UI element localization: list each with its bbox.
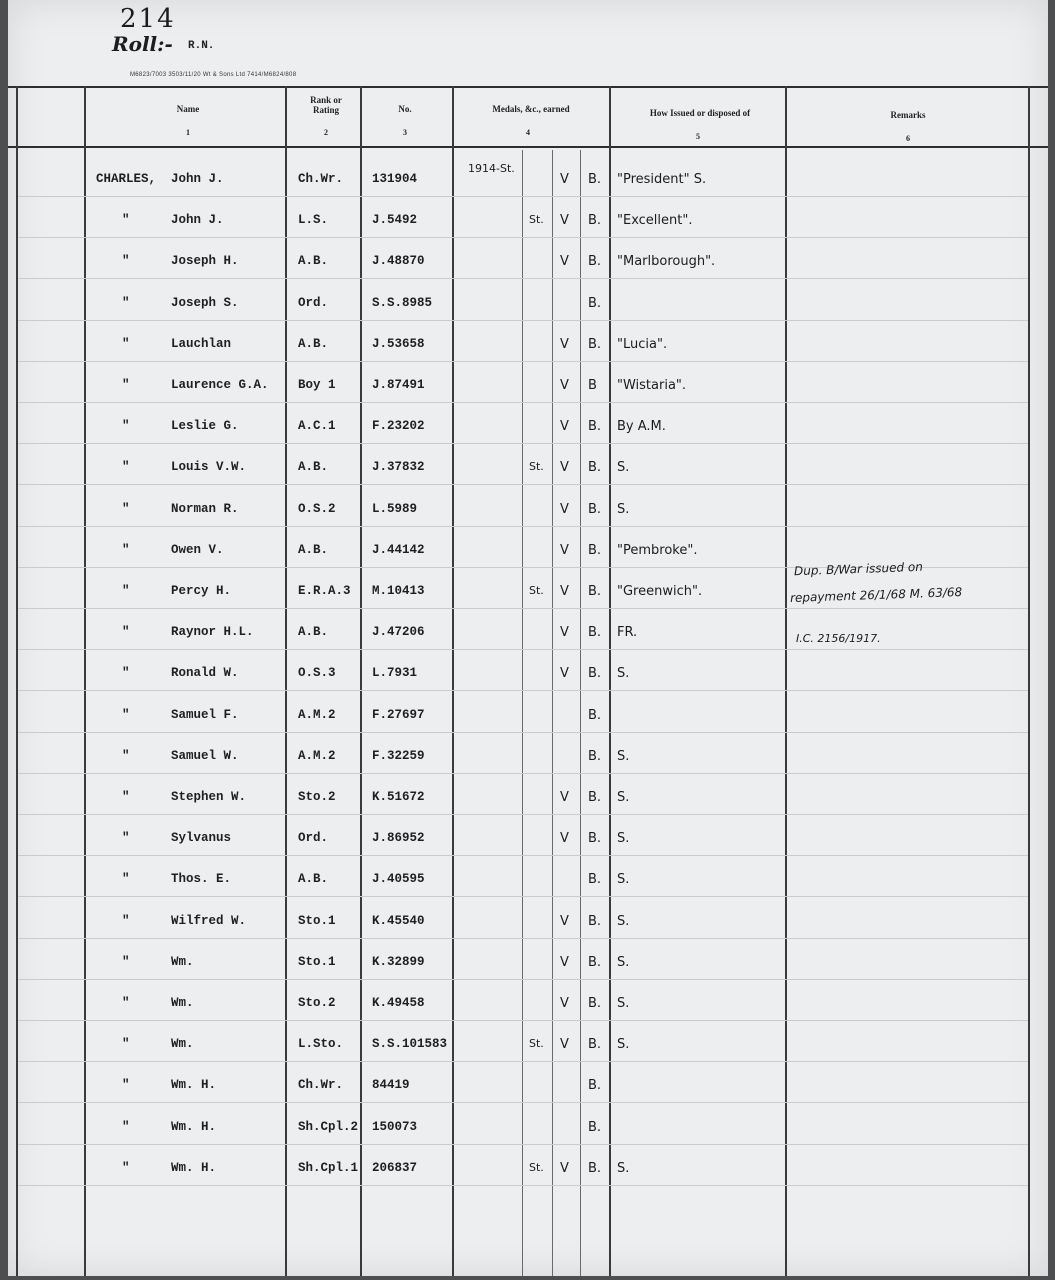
british-war-medal-cell: B. (588, 337, 602, 352)
victory-medal-cell: V (560, 831, 569, 846)
british-war-medal-cell: B. (588, 502, 602, 517)
british-war-medal-cell: B. (588, 172, 602, 187)
header-issued: How Issued or disposed of (649, 108, 751, 118)
surname-cell: " (122, 625, 130, 639)
british-war-medal-cell: B. (588, 666, 602, 681)
table-row (8, 955, 1048, 995)
victory-medal-cell: V (560, 625, 569, 640)
rank-cell: O.S.2 (298, 502, 336, 516)
table-row (8, 378, 1048, 418)
table-row (8, 708, 1048, 748)
victory-medal-cell: V (560, 666, 569, 681)
given-name-cell: Sylvanus (171, 831, 232, 845)
service-number-cell: K.49458 (372, 996, 425, 1010)
given-name-cell: Raynor H.L. (171, 625, 254, 639)
remark-raynor: I.C. 2156/1917. (796, 632, 881, 645)
table-row (8, 625, 1048, 665)
star-medal-cell: St. (529, 1037, 544, 1050)
surname-cell: CHARLES, (96, 172, 157, 186)
given-name-cell: Wm. H. (171, 1078, 217, 1092)
surname-cell: " (122, 1037, 130, 1051)
issued-cell: S. (617, 502, 630, 517)
roll-label: Roll:- (112, 32, 173, 56)
british-war-medal-cell: B (588, 378, 597, 393)
header-number-num: 3 (403, 128, 407, 137)
issued-cell: S. (617, 1037, 630, 1052)
rank-cell: Sto.2 (298, 790, 336, 804)
table-row (8, 162, 1048, 212)
issued-cell: FR. (617, 625, 638, 640)
header-remarks-num: 6 (906, 134, 910, 143)
rank-cell: A.M.2 (298, 749, 336, 763)
table-row (8, 666, 1048, 706)
table-row (8, 749, 1048, 789)
table-row (8, 502, 1048, 542)
record-sheet (8, 0, 1048, 1276)
header-medals: Medals, &c., earned (492, 104, 570, 114)
table-row (8, 790, 1048, 830)
issued-cell: "Wistaria". (617, 378, 687, 393)
rank-cell: Boy 1 (298, 378, 336, 392)
given-name-cell: Samuel F. (171, 708, 239, 722)
surname-cell: " (122, 831, 130, 845)
given-name-cell: Owen V. (171, 543, 224, 557)
issued-cell: "Pembroke". (617, 543, 698, 558)
header-name-num: 1 (186, 128, 190, 137)
service-number-cell: S.S.8985 (372, 296, 433, 310)
surname-cell: " (122, 543, 130, 557)
header-number: No. (398, 104, 412, 114)
rank-cell: Sto.2 (298, 996, 336, 1010)
rank-cell: A.M.2 (298, 708, 336, 722)
given-name-cell: Wm. H. (171, 1161, 217, 1175)
surname-cell: " (122, 914, 130, 928)
rank-cell: A.B. (298, 543, 329, 557)
rank-cell: A.C.1 (298, 419, 336, 433)
given-name-cell: Laurence G.A. (171, 378, 269, 392)
service-number-cell: S.S.101583 (372, 1037, 448, 1051)
surname-cell: " (122, 955, 130, 969)
surname-cell: " (122, 337, 130, 351)
victory-medal-cell: V (560, 914, 569, 929)
star-medal-cell: St. (529, 1161, 544, 1174)
british-war-medal-cell: B. (588, 955, 602, 970)
service-number-cell: 206837 (372, 1161, 418, 1175)
given-name-cell: Joseph S. (171, 296, 239, 310)
rank-cell: Ch.Wr. (298, 1078, 344, 1092)
service-number-cell: J.44142 (372, 543, 425, 557)
service-number-cell: K.51672 (372, 790, 425, 804)
table-row (8, 914, 1048, 954)
table-row (8, 1037, 1048, 1077)
surname-cell: " (122, 296, 130, 310)
british-war-medal-cell: B. (588, 996, 602, 1011)
rank-cell: E.R.A.3 (298, 584, 351, 598)
british-war-medal-cell: B. (588, 213, 602, 228)
rank-cell: A.B. (298, 337, 329, 351)
surname-cell: " (122, 708, 130, 722)
service-number-cell: F.32259 (372, 749, 425, 763)
service-number-cell: 131904 (372, 172, 418, 186)
issued-cell: S. (617, 749, 630, 764)
given-name-cell: Wm. H. (171, 1120, 217, 1134)
surname-cell: " (122, 254, 130, 268)
given-name-cell: Thos. E. (171, 872, 232, 886)
table-row (8, 831, 1048, 871)
header-issued-num: 5 (696, 132, 700, 141)
issued-cell: By A.M. (617, 419, 666, 434)
given-name-cell: John J. (171, 172, 224, 186)
rank-cell: O.S.3 (298, 666, 336, 680)
service-number-cell: J.86952 (372, 831, 425, 845)
rank-cell: A.B. (298, 625, 329, 639)
issued-cell: "Marlborough". (617, 254, 716, 269)
given-name-cell: Stephen W. (171, 790, 247, 804)
service-number-cell: 84419 (372, 1078, 410, 1092)
service-label: R.N. (188, 40, 215, 52)
issued-cell: S. (617, 872, 630, 887)
issued-cell: "Greenwich". (617, 584, 703, 599)
issued-cell: S. (617, 1161, 630, 1176)
victory-medal-cell: V (560, 543, 569, 558)
victory-medal-cell: V (560, 213, 569, 228)
service-number-cell: L.7931 (372, 666, 418, 680)
issued-cell: S. (617, 914, 630, 929)
british-war-medal-cell: B. (588, 749, 602, 764)
victory-medal-cell: V (560, 955, 569, 970)
british-war-medal-cell: B. (588, 1037, 602, 1052)
printer-imprint: M6823/7003 3503/11/20 Wt & Sons Ltd 7414/M6824/808 (130, 72, 297, 78)
table-row (8, 296, 1048, 336)
surname-cell: " (122, 1078, 130, 1092)
british-war-medal-cell: B. (588, 625, 602, 640)
british-war-medal-cell: B. (588, 460, 602, 475)
given-name-cell: Wm. (171, 996, 194, 1010)
rank-cell: Sto.1 (298, 914, 336, 928)
star-medal-cell: St. (529, 584, 544, 597)
victory-medal-cell: V (560, 584, 569, 599)
victory-medal-cell: V (560, 790, 569, 805)
rank-cell: A.B. (298, 460, 329, 474)
given-name-cell: John J. (171, 213, 224, 227)
given-name-cell: Joseph H. (171, 254, 239, 268)
rank-cell: Ord. (298, 831, 329, 845)
service-number-cell: F.27697 (372, 708, 425, 722)
table-row (8, 460, 1048, 500)
surname-cell: " (122, 1161, 130, 1175)
table-row (8, 337, 1048, 377)
victory-medal-cell: V (560, 172, 569, 187)
service-number-cell: J.40595 (372, 872, 425, 886)
table-row (8, 213, 1048, 253)
service-number-cell: J.37832 (372, 460, 425, 474)
surname-cell: " (122, 666, 130, 680)
rank-cell: L.S. (298, 213, 329, 227)
surname-cell: " (122, 996, 130, 1010)
surname-cell: " (122, 790, 130, 804)
rank-cell: A.B. (298, 254, 329, 268)
service-number-cell: J.87491 (372, 378, 425, 392)
rank-cell: A.B. (298, 872, 329, 886)
issued-cell: "Lucia". (617, 337, 668, 352)
issued-cell: S. (617, 831, 630, 846)
star-medal-cell: St. (529, 460, 544, 473)
given-name-cell: Norman R. (171, 502, 239, 516)
surname-cell: " (122, 502, 130, 516)
surname-cell: " (122, 378, 130, 392)
british-war-medal-cell: B. (588, 790, 602, 805)
given-name-cell: Lauchlan (171, 337, 232, 351)
table-row (8, 996, 1048, 1036)
surname-cell: " (122, 419, 130, 433)
given-name-cell: Wm. (171, 1037, 194, 1051)
victory-medal-cell: V (560, 378, 569, 393)
remark-percy-line1: Dup. B/War issued on (793, 559, 924, 579)
given-name-cell: Wm. (171, 955, 194, 969)
rank-cell: Sh.Cpl.1 (298, 1161, 359, 1175)
surname-cell: " (122, 213, 130, 227)
victory-medal-cell: V (560, 254, 569, 269)
victory-medal-cell: V (560, 337, 569, 352)
victory-medal-cell: V (560, 1161, 569, 1176)
given-name-cell: Samuel W. (171, 749, 239, 763)
header-name: Name (176, 104, 200, 114)
service-number-cell: J.5492 (372, 213, 418, 227)
table-row (8, 1161, 1048, 1201)
british-war-medal-cell: B. (588, 1120, 602, 1135)
top-rule (8, 86, 1048, 88)
service-number-cell: J.48870 (372, 254, 425, 268)
victory-medal-cell: V (560, 460, 569, 475)
folio-number: 214 (120, 4, 176, 34)
given-name-cell: Wilfred W. (171, 914, 247, 928)
given-name-cell: Leslie G. (171, 419, 239, 433)
service-number-cell: 150073 (372, 1120, 418, 1134)
service-number-cell: L.5989 (372, 502, 418, 516)
rank-cell: Sh.Cpl.2 (298, 1120, 359, 1134)
victory-medal-cell: V (560, 1037, 569, 1052)
table-row (8, 1120, 1048, 1160)
star-medal-cell: 1914-St. (468, 162, 515, 175)
surname-cell: " (122, 1120, 130, 1134)
header-rank-num: 2 (324, 128, 328, 137)
british-war-medal-cell: B. (588, 254, 602, 269)
given-name-cell: Ronald W. (171, 666, 239, 680)
surname-cell: " (122, 749, 130, 763)
issued-cell: S. (617, 460, 630, 475)
service-number-cell: J.47206 (372, 625, 425, 639)
british-war-medal-cell: B. (588, 1078, 602, 1093)
header-medals-num: 4 (526, 128, 530, 137)
given-name-cell: Louis V.W. (171, 460, 247, 474)
issued-cell: S. (617, 955, 630, 970)
british-war-medal-cell: B. (588, 708, 602, 723)
table-row (8, 1078, 1048, 1118)
surname-cell: " (122, 584, 130, 598)
given-name-cell: Percy H. (171, 584, 232, 598)
service-number-cell: K.45540 (372, 914, 425, 928)
remark-percy-line2: repayment 26/1/68 M. 63/68 (789, 584, 963, 606)
british-war-medal-cell: B. (588, 296, 602, 311)
header-remarks: Remarks (890, 110, 926, 120)
header-rank: Rank or Rating (310, 95, 342, 115)
rank-cell: L.Sto. (298, 1037, 344, 1051)
victory-medal-cell: V (560, 996, 569, 1011)
service-number-cell: M.10413 (372, 584, 425, 598)
rank-cell: Ch.Wr. (298, 172, 344, 186)
header-rule (8, 146, 1048, 148)
table-row (8, 872, 1048, 912)
british-war-medal-cell: B. (588, 872, 602, 887)
issued-cell: S. (617, 666, 630, 681)
service-number-cell: F.23202 (372, 419, 425, 433)
table-row (8, 419, 1048, 459)
british-war-medal-cell: B. (588, 543, 602, 558)
rank-cell: Sto.1 (298, 955, 336, 969)
surname-cell: " (122, 460, 130, 474)
issued-cell: "President" S. (617, 172, 707, 187)
issued-cell: S. (617, 996, 630, 1011)
british-war-medal-cell: B. (588, 914, 602, 929)
british-war-medal-cell: B. (588, 419, 602, 434)
star-medal-cell: St. (529, 213, 544, 226)
issued-cell: S. (617, 790, 630, 805)
british-war-medal-cell: B. (588, 831, 602, 846)
surname-cell: " (122, 872, 130, 886)
victory-medal-cell: V (560, 502, 569, 517)
service-number-cell: K.32899 (372, 955, 425, 969)
issued-cell: "Excellent". (617, 213, 693, 228)
british-war-medal-cell: B. (588, 1161, 602, 1176)
rank-cell: Ord. (298, 296, 329, 310)
service-number-cell: J.53658 (372, 337, 425, 351)
victory-medal-cell: V (560, 419, 569, 434)
british-war-medal-cell: B. (588, 584, 602, 599)
table-row (8, 254, 1048, 294)
